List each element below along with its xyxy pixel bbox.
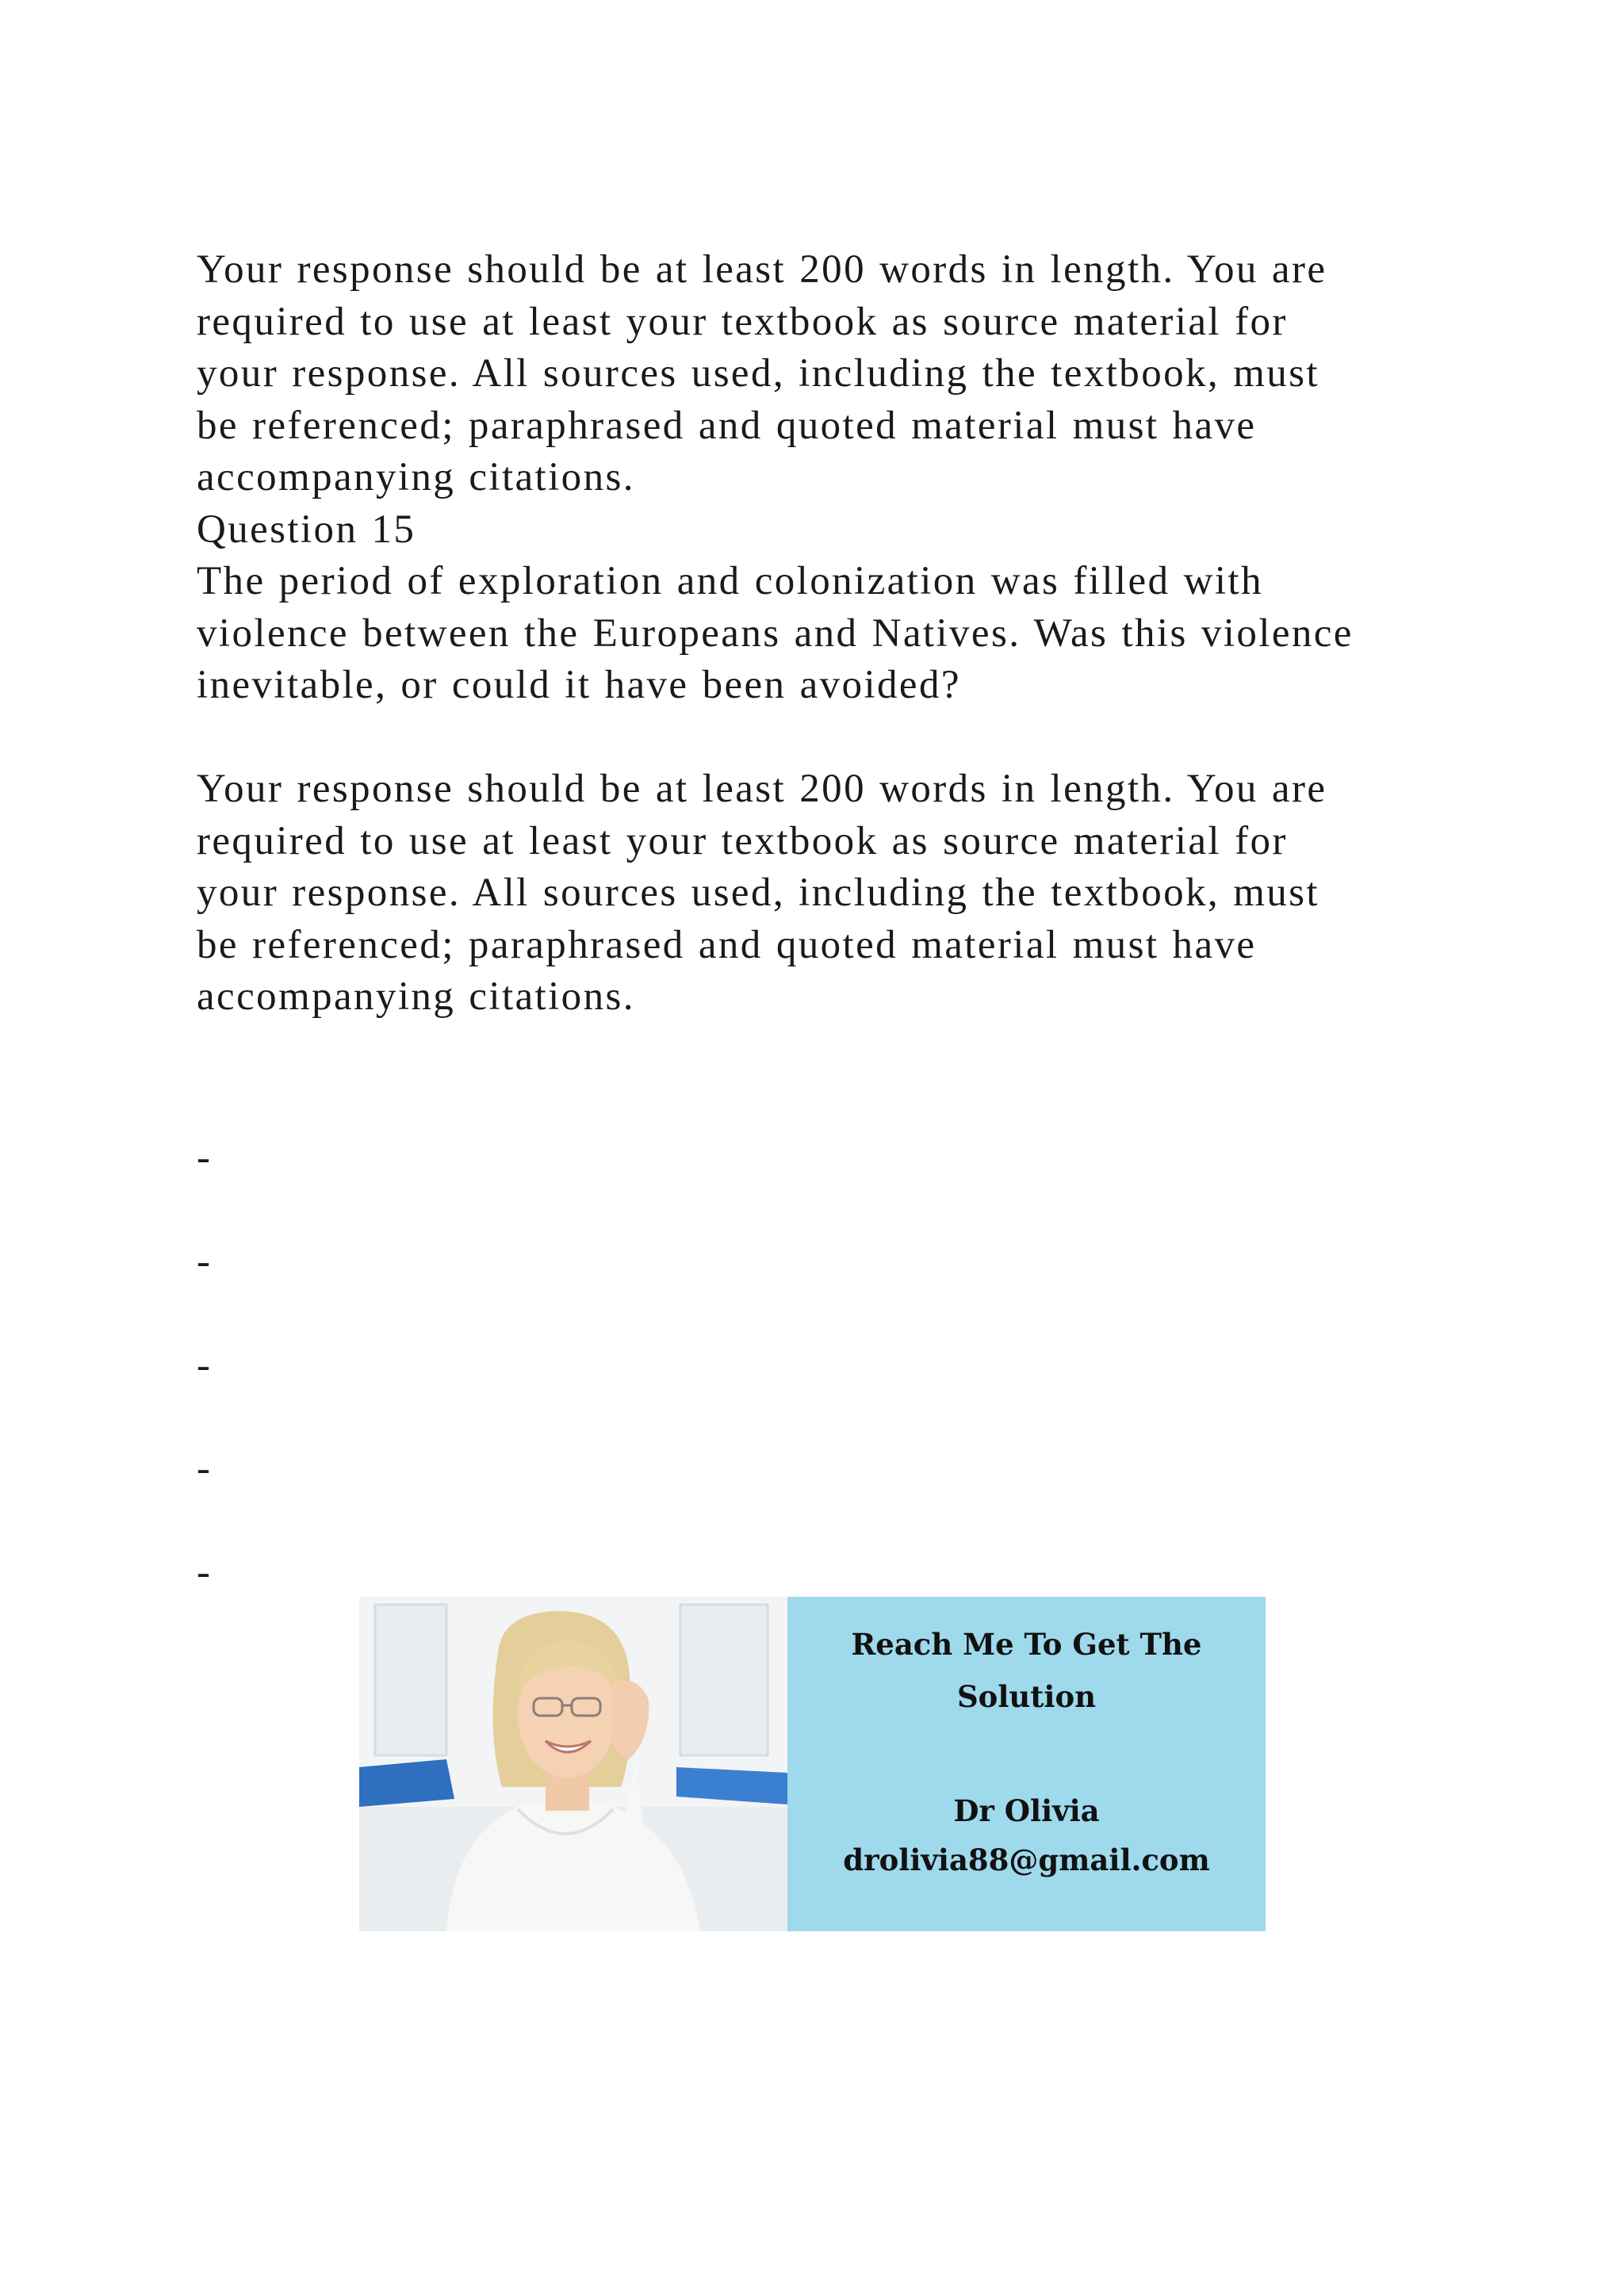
paragraph-2-line: be referenced; paraphrased and quoted material must have — [197, 922, 1257, 967]
paragraph-1-line: Your response should be at least 200 words in length. You are — [197, 247, 1327, 292]
paragraph-1-line: accompanying citations. — [197, 455, 635, 499]
contact-panel — [787, 1597, 1266, 1931]
dash-bullet: - — [197, 1135, 210, 1180]
dash-bullet: - — [197, 1550, 210, 1594]
contact-banner — [359, 1597, 1266, 1931]
question-text-line: violence between the Europeans and Natives. Was this violence — [197, 610, 1354, 656]
contact-name: Dr Olivia — [953, 1793, 1100, 1828]
question-text-line: inevitable, or could it have been avoided? — [197, 663, 961, 707]
paragraph-2-line: your response. All sources used, including the textbook, must — [197, 871, 1320, 915]
dash-bullet: - — [197, 1446, 210, 1490]
dash-bullet: - — [197, 1343, 210, 1387]
question-heading: Question 15 — [197, 507, 416, 552]
banner-heading-line-1: Reach Me To Get The — [851, 1627, 1202, 1662]
paragraph-2-line: Your response should be at least 200 words in length. You are — [197, 767, 1327, 811]
paragraph-2-line: accompanying citations. — [197, 974, 635, 1019]
portrait-illustration — [359, 1597, 787, 1931]
contact-email: drolivia88@gmail.com — [843, 1843, 1210, 1877]
question-text-line: The period of exploration and colonization was filled with — [197, 559, 1263, 603]
document-body — [197, 244, 1465, 1024]
portrait-photo — [359, 1597, 787, 1931]
dash-bullet: - — [197, 1239, 210, 1284]
paragraph-2-line: required to use at least your textbook as source material for — [197, 818, 1288, 863]
banner-heading-line-2: Solution — [956, 1679, 1097, 1714]
paragraph-1-line: required to use at least your textbook as source material for — [197, 299, 1288, 344]
blank-line — [197, 712, 1465, 764]
paragraph-1-line: your response. All sources used, including the textbook, must — [197, 351, 1320, 396]
paragraph-1-line: be referenced; paraphrased and quoted material must have — [197, 403, 1257, 448]
